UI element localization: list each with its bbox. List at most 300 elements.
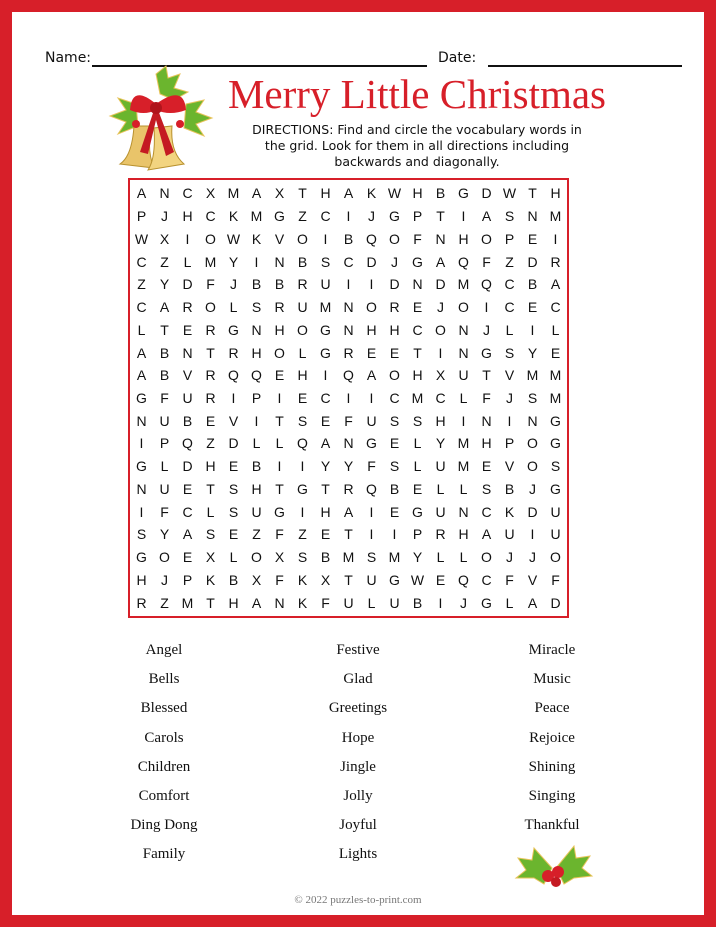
grid-letter[interactable]: A [550, 276, 561, 293]
grid-letter[interactable]: B [297, 253, 308, 270]
grid-letter[interactable]: G [412, 503, 423, 520]
grid-letter[interactable]: D [527, 253, 538, 270]
grid-letter[interactable]: Y [412, 549, 423, 566]
grid-letter[interactable]: I [461, 208, 466, 225]
grid-letter[interactable]: G [274, 208, 285, 225]
grid-letter[interactable]: T [160, 321, 169, 338]
grid-letter[interactable]: E [320, 526, 331, 543]
grid-letter[interactable]: V [504, 367, 515, 384]
grid-letter[interactable]: Z [206, 435, 215, 452]
grid-letter[interactable]: I [392, 526, 397, 543]
grid-letter[interactable]: R [435, 526, 446, 543]
grid-letter[interactable]: V [182, 367, 193, 384]
grid-letter[interactable]: I [254, 412, 259, 429]
grid-letter[interactable]: A [320, 435, 331, 452]
grid-letter[interactable]: C [182, 185, 193, 202]
grid-letter[interactable]: E [205, 412, 216, 429]
grid-letter[interactable]: S [136, 526, 147, 543]
grid-letter[interactable]: Q [481, 276, 492, 293]
grid-letter[interactable]: T [206, 594, 215, 611]
grid-letter[interactable]: D [228, 435, 239, 452]
grid-letter[interactable]: M [457, 435, 470, 452]
grid-letter[interactable]: E [550, 344, 561, 361]
grid-letter[interactable]: L [459, 480, 468, 497]
grid-letter[interactable]: T [436, 208, 445, 225]
grid-letter[interactable]: I [461, 412, 466, 429]
grid-letter[interactable]: A [182, 526, 193, 543]
grid-letter[interactable]: I [185, 230, 190, 247]
grid-letter[interactable]: I [369, 526, 374, 543]
grid-letter[interactable]: S [412, 412, 423, 429]
grid-letter[interactable]: W [226, 230, 241, 247]
grid-letter[interactable]: I [530, 321, 535, 338]
grid-letter[interactable]: P [504, 230, 515, 247]
grid-letter[interactable]: H [481, 435, 492, 452]
grid-letter[interactable]: D [182, 276, 193, 293]
grid-letter[interactable]: N [527, 412, 538, 429]
grid-letter[interactable]: E [481, 458, 492, 475]
grid-letter[interactable]: B [435, 185, 446, 202]
grid-letter[interactable]: R [136, 594, 147, 611]
grid-letter[interactable]: F [505, 571, 514, 588]
grid-letter[interactable]: F [275, 526, 284, 543]
grid-letter[interactable]: C [389, 389, 400, 406]
grid-letter[interactable]: L [459, 389, 468, 406]
grid-letter[interactable]: F [206, 276, 215, 293]
grid-letter[interactable]: O [481, 230, 492, 247]
grid-letter[interactable]: T [344, 526, 353, 543]
grid-letter[interactable]: B [343, 230, 354, 247]
grid-letter[interactable]: C [182, 503, 193, 520]
grid-letter[interactable]: C [481, 571, 492, 588]
grid-letter[interactable]: U [343, 594, 354, 611]
grid-letter[interactable]: Z [252, 526, 261, 543]
grid-letter[interactable]: H [136, 571, 147, 588]
grid-letter[interactable]: I [300, 503, 305, 520]
grid-letter[interactable]: Y [228, 253, 239, 270]
grid-letter[interactable]: J [529, 480, 536, 497]
grid-letter[interactable]: L [413, 435, 422, 452]
grid-letter[interactable]: E [389, 503, 400, 520]
grid-letter[interactable]: I [346, 389, 351, 406]
grid-letter[interactable]: L [137, 321, 146, 338]
grid-letter[interactable]: N [274, 594, 285, 611]
grid-letter[interactable]: Z [160, 594, 169, 611]
grid-letter[interactable]: I [369, 503, 374, 520]
grid-letter[interactable]: H [320, 503, 331, 520]
grid-letter[interactable]: S [251, 299, 262, 316]
grid-letter[interactable]: N [343, 321, 354, 338]
grid-letter[interactable]: O [251, 549, 262, 566]
grid-letter[interactable]: X [205, 549, 216, 566]
grid-letter[interactable]: L [206, 503, 215, 520]
grid-letter[interactable]: G [412, 253, 423, 270]
grid-letter[interactable]: X [320, 571, 331, 588]
grid-letter[interactable]: Q [251, 367, 262, 384]
grid-letter[interactable]: U [550, 526, 561, 543]
grid-letter[interactable]: G [550, 480, 561, 497]
grid-letter[interactable]: Z [160, 253, 169, 270]
grid-letter[interactable]: P [412, 526, 423, 543]
grid-letter[interactable]: G [228, 321, 239, 338]
grid-letter[interactable]: B [412, 594, 423, 611]
grid-letter[interactable]: T [528, 185, 537, 202]
grid-letter[interactable]: Q [458, 571, 469, 588]
grid-letter[interactable]: N [435, 230, 446, 247]
grid-letter[interactable]: Q [458, 253, 469, 270]
grid-letter[interactable]: N [136, 480, 147, 497]
grid-letter[interactable]: Z [298, 526, 307, 543]
grid-letter[interactable]: B [228, 571, 239, 588]
grid-letter[interactable]: H [412, 367, 423, 384]
grid-letter[interactable]: I [139, 503, 144, 520]
grid-letter[interactable]: N [274, 253, 285, 270]
grid-letter[interactable]: M [250, 208, 263, 225]
grid-letter[interactable]: D [389, 276, 400, 293]
grid-letter[interactable]: M [227, 185, 240, 202]
grid-letter[interactable]: J [437, 299, 444, 316]
grid-letter[interactable]: M [526, 367, 539, 384]
grid-letter[interactable]: I [300, 458, 305, 475]
grid-letter[interactable]: E [389, 435, 400, 452]
grid-letter[interactable]: I [277, 389, 282, 406]
grid-letter[interactable]: Y [527, 344, 538, 361]
grid-letter[interactable]: A [136, 185, 147, 202]
grid-letter[interactable]: H [205, 458, 216, 475]
grid-letter[interactable]: M [319, 299, 332, 316]
grid-letter[interactable]: T [206, 344, 215, 361]
grid-letter[interactable]: U [435, 458, 446, 475]
grid-letter[interactable]: S [297, 549, 308, 566]
grid-letter[interactable]: R [205, 389, 216, 406]
grid-letter[interactable]: G [389, 571, 400, 588]
grid-letter[interactable]: W [387, 185, 402, 202]
grid-letter[interactable]: A [251, 185, 262, 202]
grid-letter[interactable]: F [482, 389, 491, 406]
grid-letter[interactable]: P [182, 571, 193, 588]
grid-letter[interactable]: R [297, 276, 308, 293]
grid-letter[interactable]: H [251, 344, 262, 361]
grid-letter[interactable]: L [459, 549, 468, 566]
grid-letter[interactable]: N [251, 321, 262, 338]
grid-letter[interactable]: A [481, 526, 492, 543]
grid-letter[interactable]: J [506, 389, 513, 406]
grid-letter[interactable]: O [389, 367, 400, 384]
grid-letter[interactable]: B [159, 344, 170, 361]
grid-letter[interactable]: E [228, 458, 239, 475]
grid-letter[interactable]: M [549, 208, 562, 225]
grid-letter[interactable]: Q [297, 435, 308, 452]
grid-letter[interactable]: H [228, 594, 239, 611]
grid-letter[interactable]: O [481, 549, 492, 566]
grid-letter[interactable]: G [366, 435, 377, 452]
grid-letter[interactable]: T [298, 185, 307, 202]
grid-letter[interactable]: Q [366, 230, 377, 247]
grid-letter[interactable]: J [460, 594, 467, 611]
grid-letter[interactable]: N [458, 321, 469, 338]
grid-letter[interactable]: L [436, 480, 445, 497]
grid-letter[interactable]: L [160, 458, 169, 475]
grid-letter[interactable]: Y [343, 458, 354, 475]
grid-letter[interactable]: Q [366, 480, 377, 497]
grid-letter[interactable]: L [505, 594, 514, 611]
grid-letter[interactable]: L [252, 435, 261, 452]
grid-letter[interactable]: B [504, 480, 515, 497]
grid-letter[interactable]: E [320, 412, 331, 429]
grid-letter[interactable]: S [228, 503, 239, 520]
grid-letter[interactable]: A [136, 367, 147, 384]
grid-letter[interactable]: I [323, 230, 328, 247]
grid-letter[interactable]: J [529, 549, 536, 566]
grid-letter[interactable]: I [323, 367, 328, 384]
grid-letter[interactable]: G [550, 435, 561, 452]
grid-letter[interactable]: H [389, 321, 400, 338]
grid-letter[interactable]: H [251, 480, 262, 497]
grid-letter[interactable]: T [413, 344, 422, 361]
grid-letter[interactable]: M [549, 367, 562, 384]
grid-letter[interactable]: A [366, 367, 377, 384]
grid-letter[interactable]: R [343, 344, 354, 361]
grid-letter[interactable]: S [504, 208, 515, 225]
grid-letter[interactable]: X [159, 230, 170, 247]
grid-letter[interactable]: U [389, 594, 400, 611]
grid-letter[interactable]: S [504, 344, 515, 361]
grid-letter[interactable]: M [457, 458, 470, 475]
grid-letter[interactable]: D [527, 503, 538, 520]
grid-letter[interactable]: O [366, 299, 377, 316]
grid-letter[interactable]: M [457, 276, 470, 293]
grid-letter[interactable]: U [251, 503, 262, 520]
grid-letter[interactable]: T [344, 571, 353, 588]
grid-letter[interactable]: F [482, 253, 491, 270]
grid-letter[interactable]: I [231, 389, 236, 406]
grid-letter[interactable]: I [254, 253, 259, 270]
grid-letter[interactable]: Y [159, 526, 170, 543]
grid-letter[interactable]: C [435, 389, 446, 406]
grid-letter[interactable]: F [275, 571, 284, 588]
grid-letter[interactable]: G [481, 344, 492, 361]
grid-letter[interactable]: H [550, 185, 561, 202]
grid-letter[interactable]: A [527, 594, 538, 611]
grid-letter[interactable]: B [251, 458, 262, 475]
grid-letter[interactable]: J [483, 321, 490, 338]
grid-letter[interactable]: H [435, 412, 446, 429]
grid-letter[interactable]: A [435, 253, 446, 270]
grid-letter[interactable]: T [275, 412, 284, 429]
grid-letter[interactable]: R [550, 253, 561, 270]
grid-letter[interactable]: I [553, 230, 558, 247]
grid-letter[interactable]: S [389, 458, 400, 475]
grid-letter[interactable]: J [161, 208, 168, 225]
grid-letter[interactable]: P [251, 389, 262, 406]
grid-letter[interactable]: J [391, 253, 398, 270]
grid-letter[interactable]: W [134, 230, 149, 247]
grid-letter[interactable]: G [550, 412, 561, 429]
grid-letter[interactable]: O [205, 230, 216, 247]
grid-letter[interactable]: R [205, 367, 216, 384]
grid-letter[interactable]: A [343, 503, 354, 520]
grid-letter[interactable]: E [412, 299, 423, 316]
grid-letter[interactable]: U [297, 299, 308, 316]
grid-letter[interactable]: I [346, 208, 351, 225]
grid-letter[interactable]: S [205, 526, 216, 543]
grid-letter[interactable]: S [550, 458, 561, 475]
grid-letter[interactable]: C [343, 253, 354, 270]
grid-letter[interactable]: I [530, 526, 535, 543]
grid-letter[interactable]: R [274, 299, 285, 316]
grid-letter[interactable]: Q [182, 435, 193, 452]
grid-letter[interactable]: H [366, 321, 377, 338]
grid-letter[interactable]: U [504, 526, 515, 543]
grid-letter[interactable]: D [435, 276, 446, 293]
grid-letter[interactable]: X [251, 571, 262, 588]
grid-letter[interactable]: L [229, 549, 238, 566]
grid-letter[interactable]: N [481, 412, 492, 429]
grid-letter[interactable]: L [505, 321, 514, 338]
grid-letter[interactable]: R [389, 299, 400, 316]
grid-letter[interactable]: B [389, 480, 400, 497]
grid-letter[interactable]: D [366, 253, 377, 270]
grid-letter[interactable]: K [228, 208, 239, 225]
grid-letter[interactable]: X [274, 549, 285, 566]
grid-letter[interactable]: M [388, 549, 401, 566]
grid-letter[interactable]: G [297, 480, 308, 497]
grid-letter[interactable]: E [435, 571, 446, 588]
grid-letter[interactable]: F [160, 389, 169, 406]
grid-letter[interactable]: G [458, 185, 469, 202]
grid-letter[interactable]: X [274, 185, 285, 202]
grid-letter[interactable]: T [321, 480, 330, 497]
grid-letter[interactable]: Z [137, 276, 146, 293]
grid-letter[interactable]: K [297, 594, 308, 611]
grid-letter[interactable]: H [458, 230, 469, 247]
grid-letter[interactable]: K [205, 571, 216, 588]
grid-letter[interactable]: H [412, 185, 423, 202]
grid-letter[interactable]: G [136, 458, 147, 475]
grid-letter[interactable]: N [527, 208, 538, 225]
grid-letter[interactable]: F [344, 412, 353, 429]
grid-letter[interactable]: S [297, 412, 308, 429]
grid-letter[interactable]: E [182, 480, 193, 497]
grid-letter[interactable]: W [410, 571, 425, 588]
grid-letter[interactable]: N [458, 344, 469, 361]
grid-letter[interactable]: J [230, 276, 237, 293]
grid-letter[interactable]: E [182, 549, 193, 566]
grid-letter[interactable]: O [527, 458, 538, 475]
grid-letter[interactable]: I [369, 389, 374, 406]
grid-letter[interactable]: A [136, 344, 147, 361]
grid-letter[interactable]: S [366, 549, 377, 566]
grid-letter[interactable]: S [527, 389, 538, 406]
grid-letter[interactable]: A [159, 299, 170, 316]
grid-letter[interactable]: F [367, 458, 376, 475]
grid-letter[interactable]: Z [298, 208, 307, 225]
grid-letter[interactable]: O [297, 321, 308, 338]
grid-letter[interactable]: I [438, 594, 443, 611]
grid-letter[interactable]: B [320, 549, 331, 566]
date-line[interactable] [488, 65, 682, 67]
grid-letter[interactable]: I [346, 276, 351, 293]
grid-letter[interactable]: E [228, 526, 239, 543]
grid-letter[interactable]: E [297, 389, 308, 406]
grid-letter[interactable]: C [412, 321, 423, 338]
grid-letter[interactable]: U [458, 367, 469, 384]
grid-letter[interactable]: N [458, 503, 469, 520]
grid-letter[interactable]: M [342, 549, 355, 566]
grid-letter[interactable]: P [136, 208, 147, 225]
grid-letter[interactable]: K [251, 230, 262, 247]
grid-letter[interactable]: L [413, 458, 422, 475]
grid-letter[interactable]: I [507, 412, 512, 429]
grid-letter[interactable]: V [504, 458, 515, 475]
grid-letter[interactable]: A [481, 208, 492, 225]
grid-letter[interactable]: U [182, 389, 193, 406]
grid-letter[interactable]: C [504, 276, 515, 293]
grid-letter[interactable]: E [412, 480, 423, 497]
grid-letter[interactable]: O [435, 321, 446, 338]
grid-letter[interactable]: C [550, 299, 561, 316]
grid-letter[interactable]: Y [320, 458, 331, 475]
grid-letter[interactable]: G [320, 321, 331, 338]
grid-letter[interactable]: G [136, 549, 147, 566]
grid-letter[interactable]: H [320, 185, 331, 202]
grid-letter[interactable]: K [366, 185, 377, 202]
grid-letter[interactable]: N [136, 412, 147, 429]
grid-letter[interactable]: I [369, 276, 374, 293]
grid-letter[interactable]: A [251, 594, 262, 611]
grid-letter[interactable]: G [481, 594, 492, 611]
grid-letter[interactable]: C [320, 208, 331, 225]
grid-letter[interactable]: J [161, 571, 168, 588]
grid-letter[interactable]: C [320, 389, 331, 406]
grid-letter[interactable]: E [182, 321, 193, 338]
grid-letter[interactable]: L [183, 253, 192, 270]
grid-letter[interactable]: E [366, 344, 377, 361]
grid-letter[interactable]: H [182, 208, 193, 225]
grid-letter[interactable]: F [160, 503, 169, 520]
grid-letter[interactable]: J [368, 208, 375, 225]
grid-letter[interactable]: M [181, 594, 194, 611]
grid-letter[interactable]: M [204, 253, 217, 270]
grid-letter[interactable]: H [274, 321, 285, 338]
grid-letter[interactable]: O [274, 344, 285, 361]
grid-letter[interactable]: E [274, 367, 285, 384]
grid-letter[interactable]: P [159, 435, 170, 452]
grid-letter[interactable]: N [182, 344, 193, 361]
grid-letter[interactable]: G [274, 503, 285, 520]
grid-letter[interactable]: M [549, 389, 562, 406]
grid-letter[interactable]: I [484, 299, 489, 316]
grid-letter[interactable]: T [275, 480, 284, 497]
grid-letter[interactable]: O [389, 230, 400, 247]
grid-letter[interactable]: K [504, 503, 515, 520]
grid-letter[interactable]: T [206, 480, 215, 497]
grid-letter[interactable]: B [182, 412, 193, 429]
grid-letter[interactable]: U [366, 571, 377, 588]
grid-letter[interactable]: O [550, 549, 561, 566]
grid-letter[interactable]: P [504, 435, 515, 452]
grid-letter[interactable]: P [412, 208, 423, 225]
grid-letter[interactable]: C [504, 299, 515, 316]
grid-letter[interactable]: D [481, 185, 492, 202]
grid-letter[interactable]: R [228, 344, 239, 361]
grid-letter[interactable]: O [527, 435, 538, 452]
grid-letter[interactable]: H [297, 367, 308, 384]
grid-letter[interactable]: F [321, 594, 330, 611]
grid-letter[interactable]: B [527, 276, 538, 293]
grid-letter[interactable]: F [551, 571, 560, 588]
grid-letter[interactable]: Z [505, 253, 514, 270]
